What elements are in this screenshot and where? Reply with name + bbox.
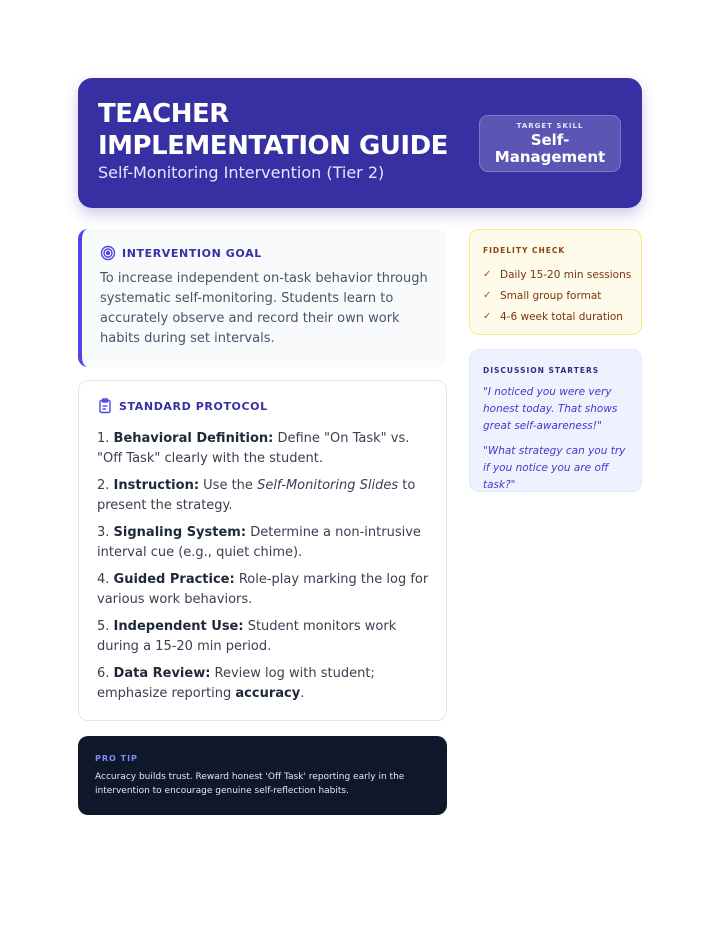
protocol-step: 5. Independent Use: Student monitors work during a 15-20 min period. bbox=[97, 619, 397, 654]
check-icon: ✓ bbox=[483, 290, 492, 301]
pro-tip-card bbox=[78, 736, 447, 815]
target-icon bbox=[100, 245, 116, 261]
discussion-label: DISCUSSION STARTERS bbox=[483, 366, 600, 375]
discussion-quote: "I noticed you were very honest today. That shows great self-awareness!" bbox=[483, 386, 618, 432]
page-title: TEACHER IMPLEMENTATION GUIDE bbox=[98, 99, 448, 161]
tip-text: Accuracy builds trust. Reward honest 'Off Task' reporting early in the intervention to encourage genuine self-reflection habits. bbox=[95, 772, 405, 796]
page-subtitle: Self-Monitoring Intervention (Tier 2) bbox=[98, 163, 385, 182]
goal-title: INTERVENTION GOAL bbox=[122, 246, 262, 260]
header-banner bbox=[78, 78, 642, 208]
protocol-heading bbox=[97, 398, 268, 414]
discussion-starters-card bbox=[469, 349, 642, 492]
protocol-steps bbox=[97, 429, 437, 711]
badge-value: Self-Management bbox=[494, 131, 606, 166]
check-icon: ✓ bbox=[483, 311, 492, 322]
discussion-quote: "What strategy can you try if you notice you are off task?" bbox=[483, 445, 626, 491]
goal-heading bbox=[100, 245, 262, 261]
fidelity-list bbox=[483, 264, 631, 327]
protocol-step: 2. Instruction: Use the Self-Monitoring Slides to present the strategy. bbox=[97, 478, 416, 513]
badge-label: TARGET SKILL bbox=[516, 122, 584, 130]
protocol-title: STANDARD PROTOCOL bbox=[119, 399, 268, 413]
goal-text: To increase independent on-task behavior through systematic self-monitoring. Students learn to accurately observe and record their own work habits during set intervals. bbox=[100, 271, 428, 346]
standard-protocol-card bbox=[78, 380, 447, 721]
protocol-step: 3. Signaling System: Determine a non-intrusive interval cue (e.g., quiet chime). bbox=[97, 525, 421, 560]
fidelity-item: ✓ 4-6 week total duration bbox=[483, 310, 623, 323]
tip-label: PRO TIP bbox=[95, 754, 138, 763]
fidelity-item: ✓ Daily 15-20 min sessions bbox=[483, 268, 632, 281]
check-icon: ✓ bbox=[483, 269, 492, 280]
protocol-step: 1. Behavioral Definition: Define "On Task" vs. "Off Task" clearly with the student. bbox=[97, 431, 410, 466]
fidelity-label: FIDELITY CHECK bbox=[483, 246, 566, 255]
discussion-quotes bbox=[483, 384, 633, 502]
fidelity-item: ✓ Small group format bbox=[483, 289, 602, 302]
clipboard-icon bbox=[97, 398, 113, 414]
target-skill-badge bbox=[479, 115, 621, 172]
protocol-step: 6. Data Review: Review log with student; emphasize reporting accuracy. bbox=[97, 666, 375, 701]
fidelity-check-card bbox=[469, 229, 642, 335]
protocol-step: 4. Guided Practice: Role-play marking the log for various work behaviors. bbox=[97, 572, 429, 607]
intervention-goal-card bbox=[78, 229, 447, 367]
